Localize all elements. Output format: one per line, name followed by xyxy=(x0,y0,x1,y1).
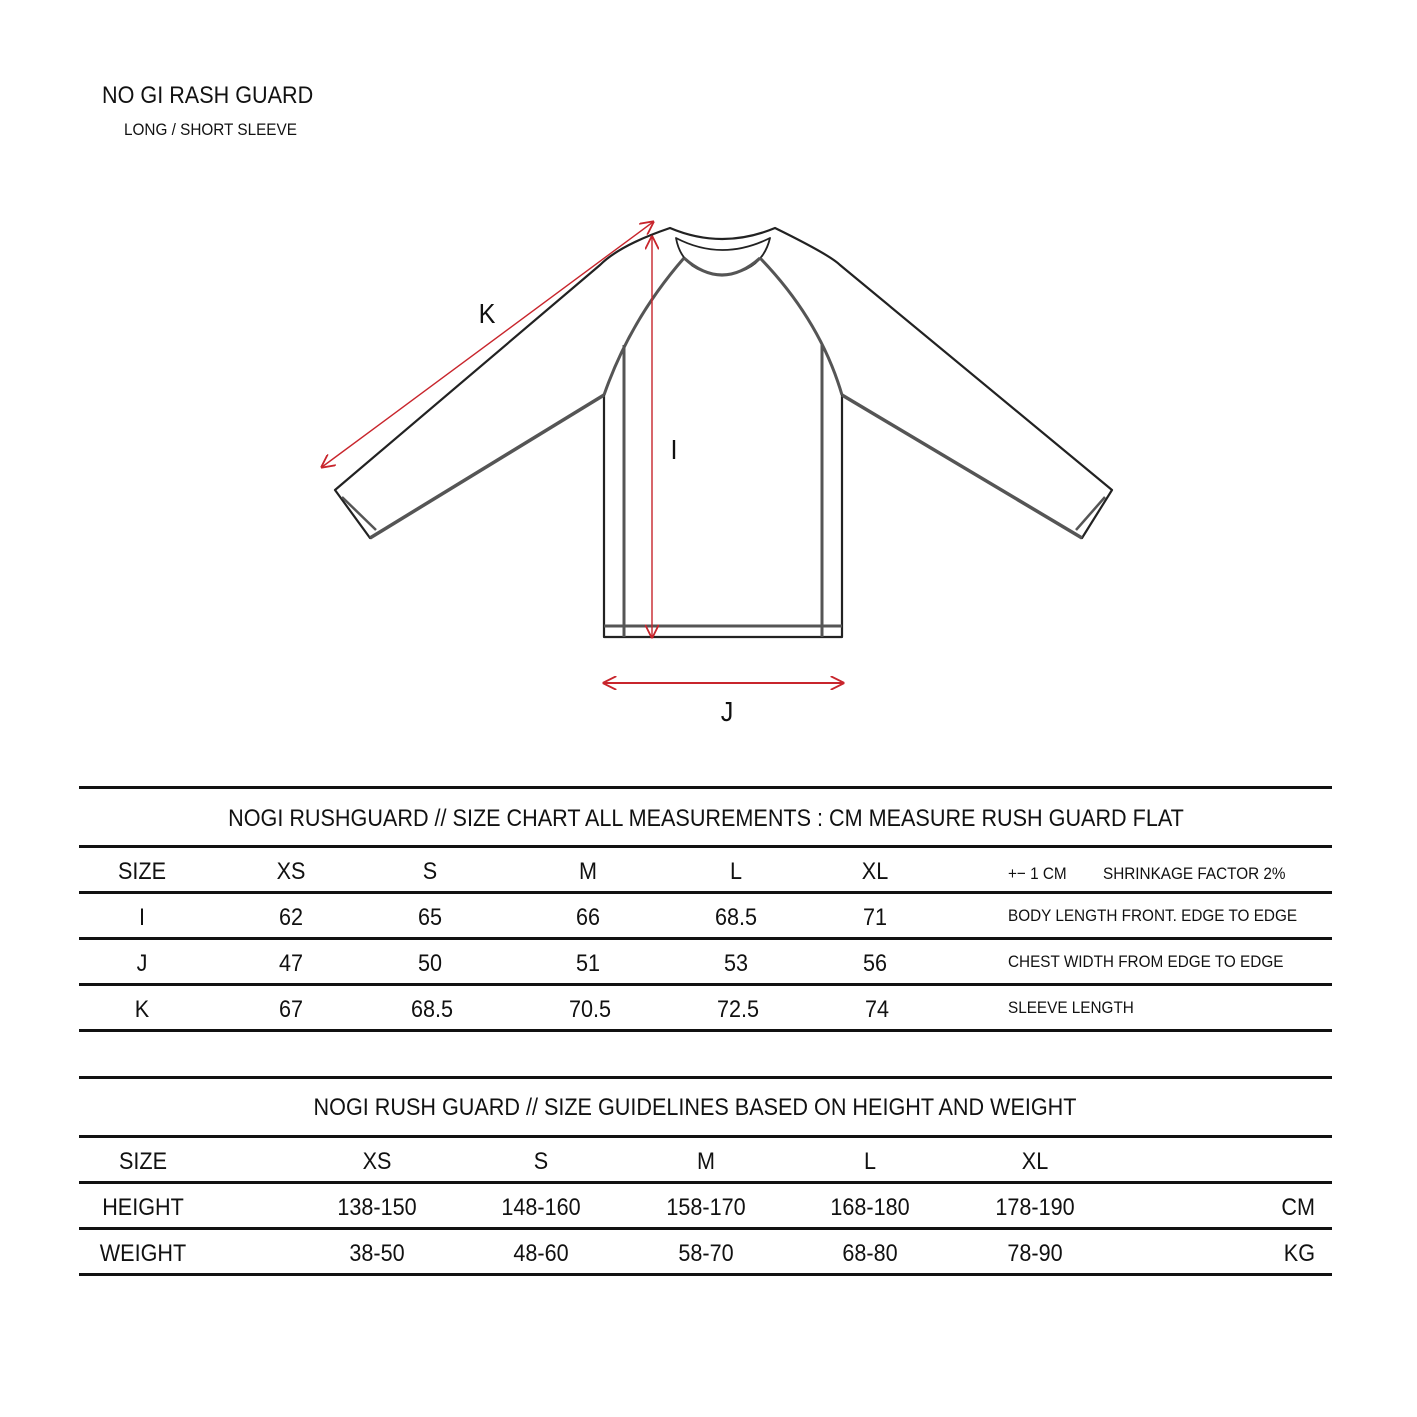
row-label: WEIGHT xyxy=(99,1240,187,1267)
cell: 74 xyxy=(864,996,890,1023)
cell: 66 xyxy=(575,904,601,931)
header-s: S xyxy=(533,1148,549,1175)
unit-label: CM xyxy=(1281,1194,1315,1221)
header-l: L xyxy=(863,1148,877,1175)
cell: 68.5 xyxy=(714,904,758,931)
cell: 47 xyxy=(278,950,304,977)
cell: 53 xyxy=(723,950,749,977)
tolerance-note: +− 1 CM xyxy=(1008,864,1067,883)
row-note: SLEEVE LENGTH xyxy=(1008,998,1134,1017)
cell: 68-80 xyxy=(842,1240,898,1267)
row-label: I xyxy=(138,904,146,931)
cell: 67 xyxy=(278,996,304,1023)
cell: 178-190 xyxy=(995,1194,1075,1221)
cell: 168-180 xyxy=(830,1194,910,1221)
cell: 138-150 xyxy=(337,1194,417,1221)
cell: 70.5 xyxy=(568,996,612,1023)
cell: 72.5 xyxy=(716,996,760,1023)
cell: 68.5 xyxy=(410,996,454,1023)
shirt-outline xyxy=(335,228,1112,637)
cell: 58-70 xyxy=(678,1240,734,1267)
header-xl: XL xyxy=(861,858,889,885)
cell: 158-170 xyxy=(666,1194,746,1221)
cell: 71 xyxy=(862,904,888,931)
header-l: L xyxy=(729,858,743,885)
cell: 56 xyxy=(862,950,888,977)
cell: 48-60 xyxy=(513,1240,569,1267)
shrinkage-note: SHRINKAGE FACTOR 2% xyxy=(1103,864,1286,883)
header-size: SIZE xyxy=(118,1148,168,1175)
row-note: BODY LENGTH FRONT. EDGE TO EDGE xyxy=(1008,906,1298,925)
label-i: I xyxy=(670,434,678,465)
header-size: SIZE xyxy=(117,858,167,885)
row-note: CHEST WIDTH FROM EDGE TO EDGE xyxy=(1008,952,1284,971)
guidelines-title: NOGI RUSH GUARD // SIZE GUIDELINES BASED ON HEIGHT AND WEIGHT xyxy=(313,1094,1077,1121)
header-m: M xyxy=(579,858,597,885)
cell: 62 xyxy=(278,904,304,931)
size-chart-title: NOGI RUSHGUARD // SIZE CHART ALL MEASUREMENTS : CM MEASURE RUSH GUARD FLAT xyxy=(228,805,1184,832)
cell: 148-160 xyxy=(501,1194,581,1221)
cell: 78-90 xyxy=(1007,1240,1063,1267)
header-m: M xyxy=(697,1148,715,1175)
header-xs: XS xyxy=(362,1148,392,1175)
page-title: NO GI RASH GUARD xyxy=(102,82,314,109)
header-xs: XS xyxy=(276,858,306,885)
cell: 50 xyxy=(417,950,443,977)
cell: 51 xyxy=(575,950,601,977)
page-subtitle: LONG / SHORT SLEEVE xyxy=(124,120,297,139)
label-k: K xyxy=(478,298,496,329)
cell: 65 xyxy=(417,904,443,931)
row-label: J xyxy=(136,950,148,977)
cell: 38-50 xyxy=(349,1240,405,1267)
header-xl: XL xyxy=(1021,1148,1049,1175)
measurement-arrows xyxy=(322,222,843,683)
row-label: K xyxy=(134,996,150,1023)
label-j: J xyxy=(720,696,734,727)
row-label: HEIGHT xyxy=(102,1194,184,1221)
header-s: S xyxy=(422,858,438,885)
unit-label: KG xyxy=(1283,1240,1315,1267)
